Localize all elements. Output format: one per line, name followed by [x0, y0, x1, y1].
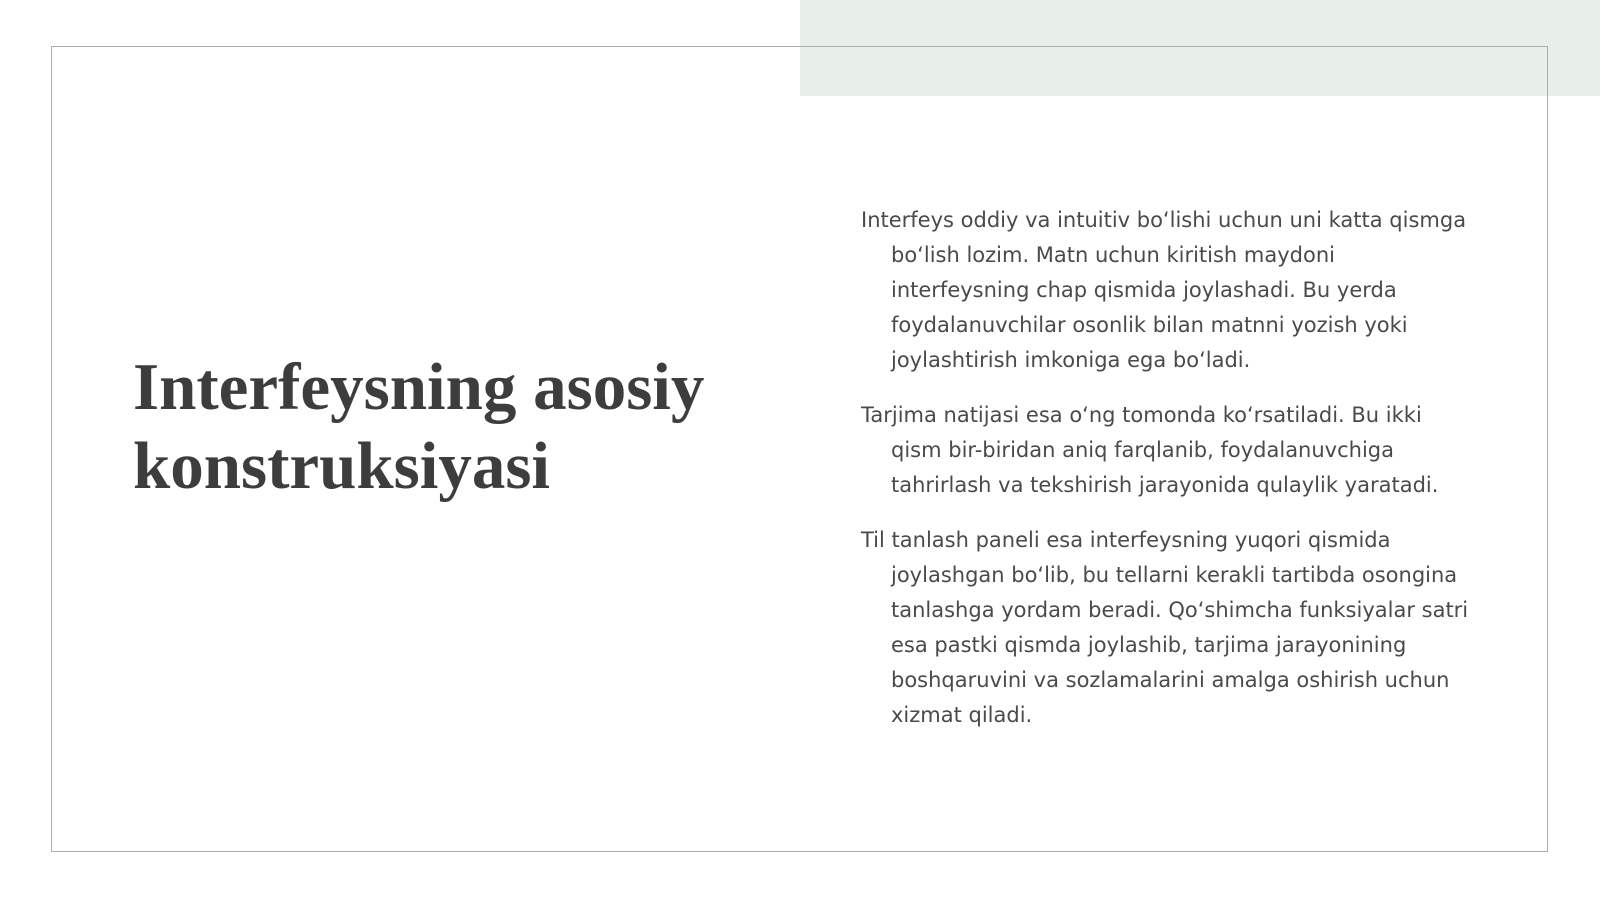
slide-body: [861, 203, 1473, 753]
slide-title: Interfeysning asosiy konstruksiyasi: [133, 350, 705, 503]
body-paragraph: Interfeys oddiy va intuitiv boʻlishi uchun uni katta qismga boʻlish lozim. Matn uchun kiritish maydoni interfeysning chap qismida joylashadi. Bu yerda foydalanuvchilar osonlik bilan matnni yozish yoki joylashtirish imkoniga ega boʻladi.: [861, 208, 1467, 372]
body-paragraph: Tarjima natijasi esa oʻng tomonda koʻrsatiladi. Bu ikki qism bir-biridan aniq farqlanib, foydalanuvchiga tahrirlash va tekshirish jarayonida qulaylik yaratadi.: [861, 403, 1439, 497]
body-paragraph: Til tanlash paneli esa interfeysning yuqori qismida joylashgan boʻlib, bu tellarni kerakli tartibda osongina tanlashga yordam beradi. Qoʻshimcha funksiyalar satri esa pastki qismda joylashib, tarjima jarayonining boshqaruvini va sozlamalarini amalga oshirish uchun xizmat qiladi.: [861, 528, 1469, 727]
